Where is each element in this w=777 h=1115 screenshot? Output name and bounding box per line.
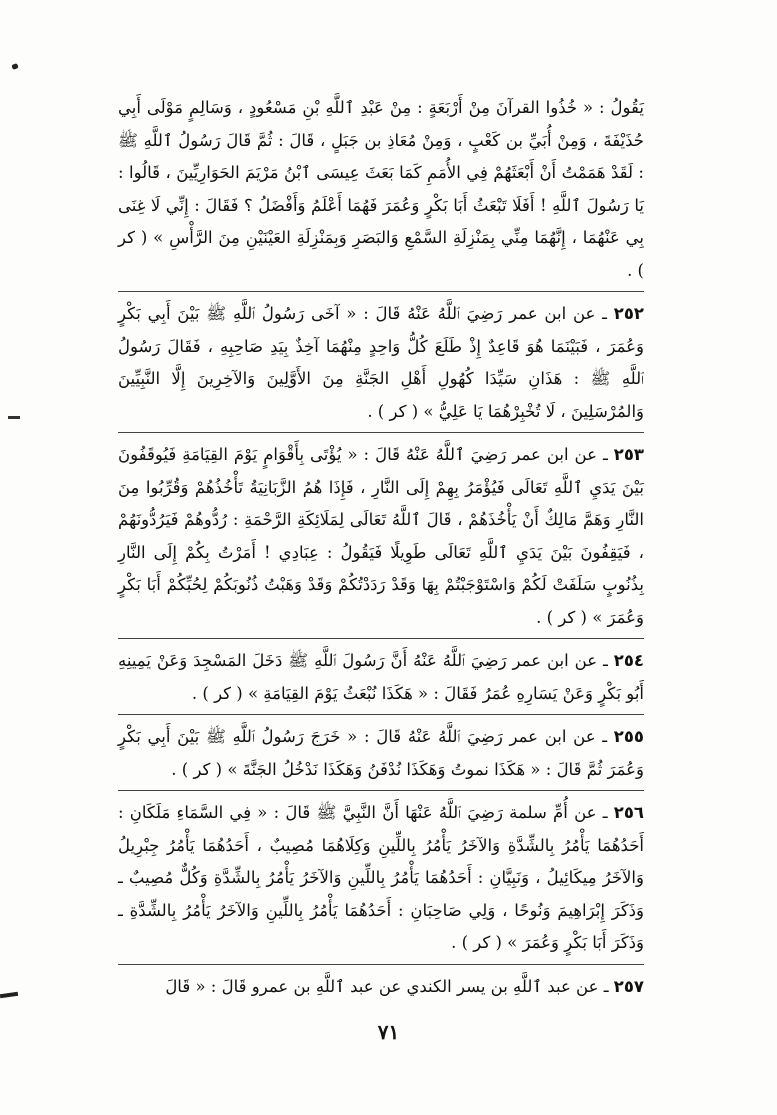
paragraph-text: ـ عن ابن عمر رَضِيَ ٱللَّهُ عَنْهُ أَنَّ رَسُولَ ٱللَّهِ ﷺ دَخَلَ المَسْجِدَ وَعَنْ يَمِينِهِ أَبُو بَكْرٍ وَعَنْ يَسَارِهِ عُمَرُ فَقَالَ : « هَكَذَا نُبْعَثُ يَوْمَ القِيَامَةِ » ( كر ) . xyxy=(118,651,644,703)
hadith-number: ٢٥٦ xyxy=(613,803,644,822)
page-number: ٧١ xyxy=(377,1020,400,1044)
paragraph-text: ـ عن عبد ٱللَّهِ بن يسر الكندي عن عبد ٱللَّهِ بن عمرو قَالَ : « قَالَ xyxy=(165,976,609,996)
paragraph-text: ـ عن ابن عمر رَضِيَ ٱللَّهُ عَنْهُ قَالَ : « يُؤْتَى بِأَقْوَامٍ يَوْمَ القِيَامَةِ فَيُوقَفُونَ بَيْنَ يَدَيِ ٱللَّهِ تَعَالَى فَيُؤْمَرُ بِهِمْ إِلَى النَّارِ ، فَإِذَا هُمُ الزَّبَانِيَةُ تَأْخُذُهُمْ وَقُرِّبُوا مِنَ النَّارِ وَهَمَّ مَالِكٌ أَنْ يَأْخُذَهُمْ ، قَالَ ٱللَّهُ تَعَالَى لِمَلَائِكَةِ الرَّحْمَةِ : رُدُّوهُمْ فَيَرُدُّونَهُمْ ، فَيَقِفُونَ بَيْنَ يَدَيِ ٱللَّهِ تَعَالَى طَوِيلًا فَيَقُولُ : عِبَادِي ! أَمَرْتُ بِكُمْ إِلَى النَّارِ بِذُنُوبٍ سَلَفَتْ لَكُمْ وَاسْتَوْجَبْتُمْ بِهَا وَقَدْ رَدَدْتُكُمْ وَقَدْ وَهَبْتُ ذُنُوبَكُمْ لِحُبِّكُمْ أَبَا بَكْرٍ وَعُمَرَ » ( كر ) . xyxy=(118,445,644,627)
hadith-number: ٢٥٥ xyxy=(613,727,644,746)
page-text xyxy=(118,92,644,1003)
hadith-254 xyxy=(118,645,644,710)
divider xyxy=(118,714,644,715)
hadith-number: ٢٥٣ xyxy=(613,445,644,464)
margin-mark xyxy=(0,992,18,998)
hadith-252 xyxy=(118,298,644,428)
divider xyxy=(118,964,644,965)
scan-speck xyxy=(11,63,18,70)
hadith-255 xyxy=(118,721,644,786)
hadith-257 xyxy=(118,971,644,1004)
divider xyxy=(118,432,644,433)
hadith-number: ٢٥٤ xyxy=(613,651,644,670)
divider xyxy=(118,638,644,639)
paragraph-text: ـ عن ابن عمر رَضِيَ ٱللَّهُ عَنْهُ قَالَ : « آخَى رَسُولُ ٱللَّهِ ﷺ بَيْنَ أَبِي بَكْرٍ وَعُمَرَ ، فَبَيْنَمَا هُوَ قَاعِدٌ إِذْ طَلَعَ كُلُّ وَاحِدٍ مِنْهُمَا آخِذٌ بِيَدِ صَاحِبِهِ ، فَقَالَ رَسُولُ ٱللَّهِ ﷺ : هَذَانِ سَيِّدَا كُهُولِ أَهْلِ الجَنَّةِ مِنَ الأَوَّلِينَ وَالآخِرِينَ إِلَّا النَّبِيِّينَ وَالمُرْسَلِينَ ، لَا تُخْبِرْهُمَا يَا عَلِيُّ » ( كر ) . xyxy=(118,304,644,421)
hadith-number: ٢٥٧ xyxy=(613,976,644,996)
hadith-number: ٢٥٢ xyxy=(613,304,644,323)
paragraph-text: ـ عن أُمِّ سلمة رَضِيَ ٱللَّهُ عَنْهَا أَنَّ النَّبِيَّ ﷺ قَالَ : « فِي السَّمَاءِ مَلَكَانِ : أَحَدُهُمَا يَأْمُرُ بِالشِّدَّةِ وَالآخَرُ يَأْمُرُ بِاللِّينِ وَكِلَاهُمَا مُصِيبٌ ، أَحَدُهُمَا يَأْمُرُ جِبْرِيلُ وَالآخَرُ مِيكَائِيلُ ، وَنَبِيَّانِ : أَحَدُهُمَا يَأْمُرُ بِاللِّينِ وَالآخَرُ يَأْمُرُ بِالشِّدَّةِ وَكُلٌّ مُصِيبٌ ـ وَذَكَرَ إِبْرَاهِيمَ وَنُوحًا ، وَلِي صَاحِبَانِ : أَحَدُهُمَا يَأْمُرُ بِاللِّينِ وَالآخَرُ يَأْمُرُ بِالشِّدَّةِ ـ وَذَكَرَ أَبَا بَكْرٍ وَعُمَرَ » ( كر ) . xyxy=(118,803,644,952)
paragraph-continuation xyxy=(118,92,644,287)
paragraph-text: ـ عن ابن عمر رَضِيَ ٱللَّهُ عَنْهُ قَالَ : « خَرَجَ رَسُولُ ٱللَّهِ ﷺ بَيْنَ أَبِي بَكْرٍ وَعُمَرَ ثُمَّ قَالَ : « هَكَذَا نموتُ وَهَكَذَا نُدْفَنُ وَهَكَذَا نَدْخُلُ الجَنَّةَ » ( كر ) . xyxy=(118,727,644,779)
hadith-253 xyxy=(118,439,644,634)
divider xyxy=(118,790,644,791)
margin-mark xyxy=(8,416,20,419)
divider xyxy=(118,291,644,292)
hadith-256 xyxy=(118,797,644,960)
paragraph-text: يَقُولُ : « خُذُوا القرآنَ مِنْ أَرْبَعَةٍ : مِنْ عَبْدِ ٱللَّهِ بْنِ مَسْعُودٍ ، وَسَالِمٍ مَوْلَى أَبِي حُذَيْفَةَ ، وَمِنْ أُبَيِّ بن كَعْبٍ ، وَمِنْ مُعَاذِ بن جَبَلٍ ، قَالَ : ثُمَّ قَالَ رَسُولُ ٱللَّهِ ﷺ : لَقَدْ هَمَمْتُ أَنْ أَبْعَثَهُمْ فِي الأُمَمِ كَمَا بَعَثَ عِيسَى ٱبْنُ مَرْيَمَ الحَوَارِيِّينَ ، قَالُوا : يَا رَسُولَ ٱللَّهِ ! أَفَلَا تَبْعَثُ أَبَا بَكْرٍ وَعُمَرَ فَهُمَا أَعْلَمُ وَأَفْضَلُ ؟ فَقَالَ : إِنِّي لَا غِنَى بِي عَنْهُمَا ، إِنَّهُمَا مِنِّي بِمَنْزِلَةِ السَّمْعِ وَالبَصَرِ وَبِمَنْزِلَةِ العَيْنَيْنِ مِنَ الرَّأْسِ » ( كر ) . xyxy=(118,98,644,280)
